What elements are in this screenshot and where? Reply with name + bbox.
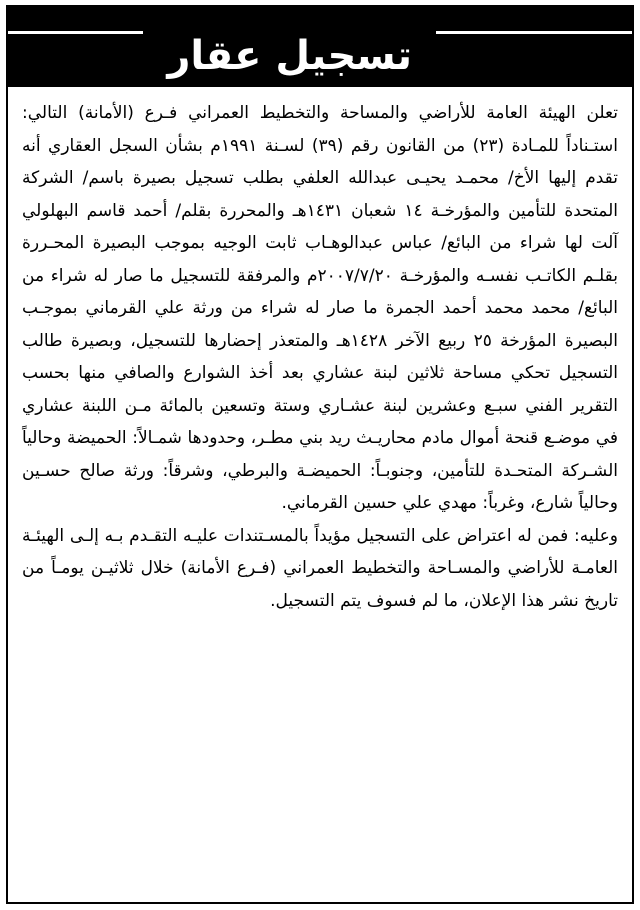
notice-paragraph-objection: وعليه: فمن له اعتراض على التسجيل مؤيداً بالمسـتندات عليـه التقـدم بـه إلـى الهيئـة العامـة للأراضي والمسـاحة والتخطيط العمراني (فـرع الأمانة) خلال ثلاثيـن يومـاً من تاريخ نشر هذا الإعلان، ما لم فسوف يتم التسجيل.: [22, 525, 618, 611]
notice-paragraph-main: تعلن الهيئة العامة للأراضي والمساحة والتخطيط العمراني فـرع (الأمانة) التالي: استـناداً للمـادة (٢٣) من القانون رقم (٣٩) لسـنة ١٩٩١م بشأن السجل العقاري أنه تقدم إليها الأخ/ محمـد يحيـى عبدالله العلفي بطلب تسجيل بصيرة باسم/ الشركة المتحدة للتأمين والمؤرخـة ١٤ شعبان ١٤٣١هـ والمحررة بقلم/ أحمد قاسم البهلولي آلت لها شراء من البائع/ عباس عبدالوهـاب ثابت الوجيه بموجب البصيرة المحـررة بقلـم الكاتـب نفسـه والمؤرخـة ٢٠٠٧/٧/٢٠م والمرفقة للتسجيل ما صار له شراء من البائع/ محمد محمد أحمد الجمرة ما صار له شراء من ورثة علي القرماني بموجـب البصيرة المؤرخة ٢٥ ربيع الآخر ١٤٢٨هـ والمتعذر إحضارها للتسجيل، وبصيرة طالب التسجيل تحكي مساحة ثلاثين لبنة عشاري بعد أخذ الشوارع والصافي منها بحسب التقرير الفني سبـع وعشرين لبنة عشـاري وستة وتسعين بالمائة مـن اللبنة عشاري في موضـع قنحة أموال مادم محاريـث ريد بني مطـر، وحدودها شمـالاً: الحميضة وحالياً الشـركة المتحـدة للتأمين، وجنوبـاً: الحميضـة والبرطي، وشرقاً: ورثة صالح حسـين وحالياً شارع، وغرباً: مهدي علي حسين القرماني.: [22, 103, 618, 513]
notice-body: [22, 97, 618, 617]
notice-header: [8, 7, 632, 87]
notice-box: [6, 5, 634, 904]
notice-title: تسجيل عقار: [143, 27, 436, 85]
